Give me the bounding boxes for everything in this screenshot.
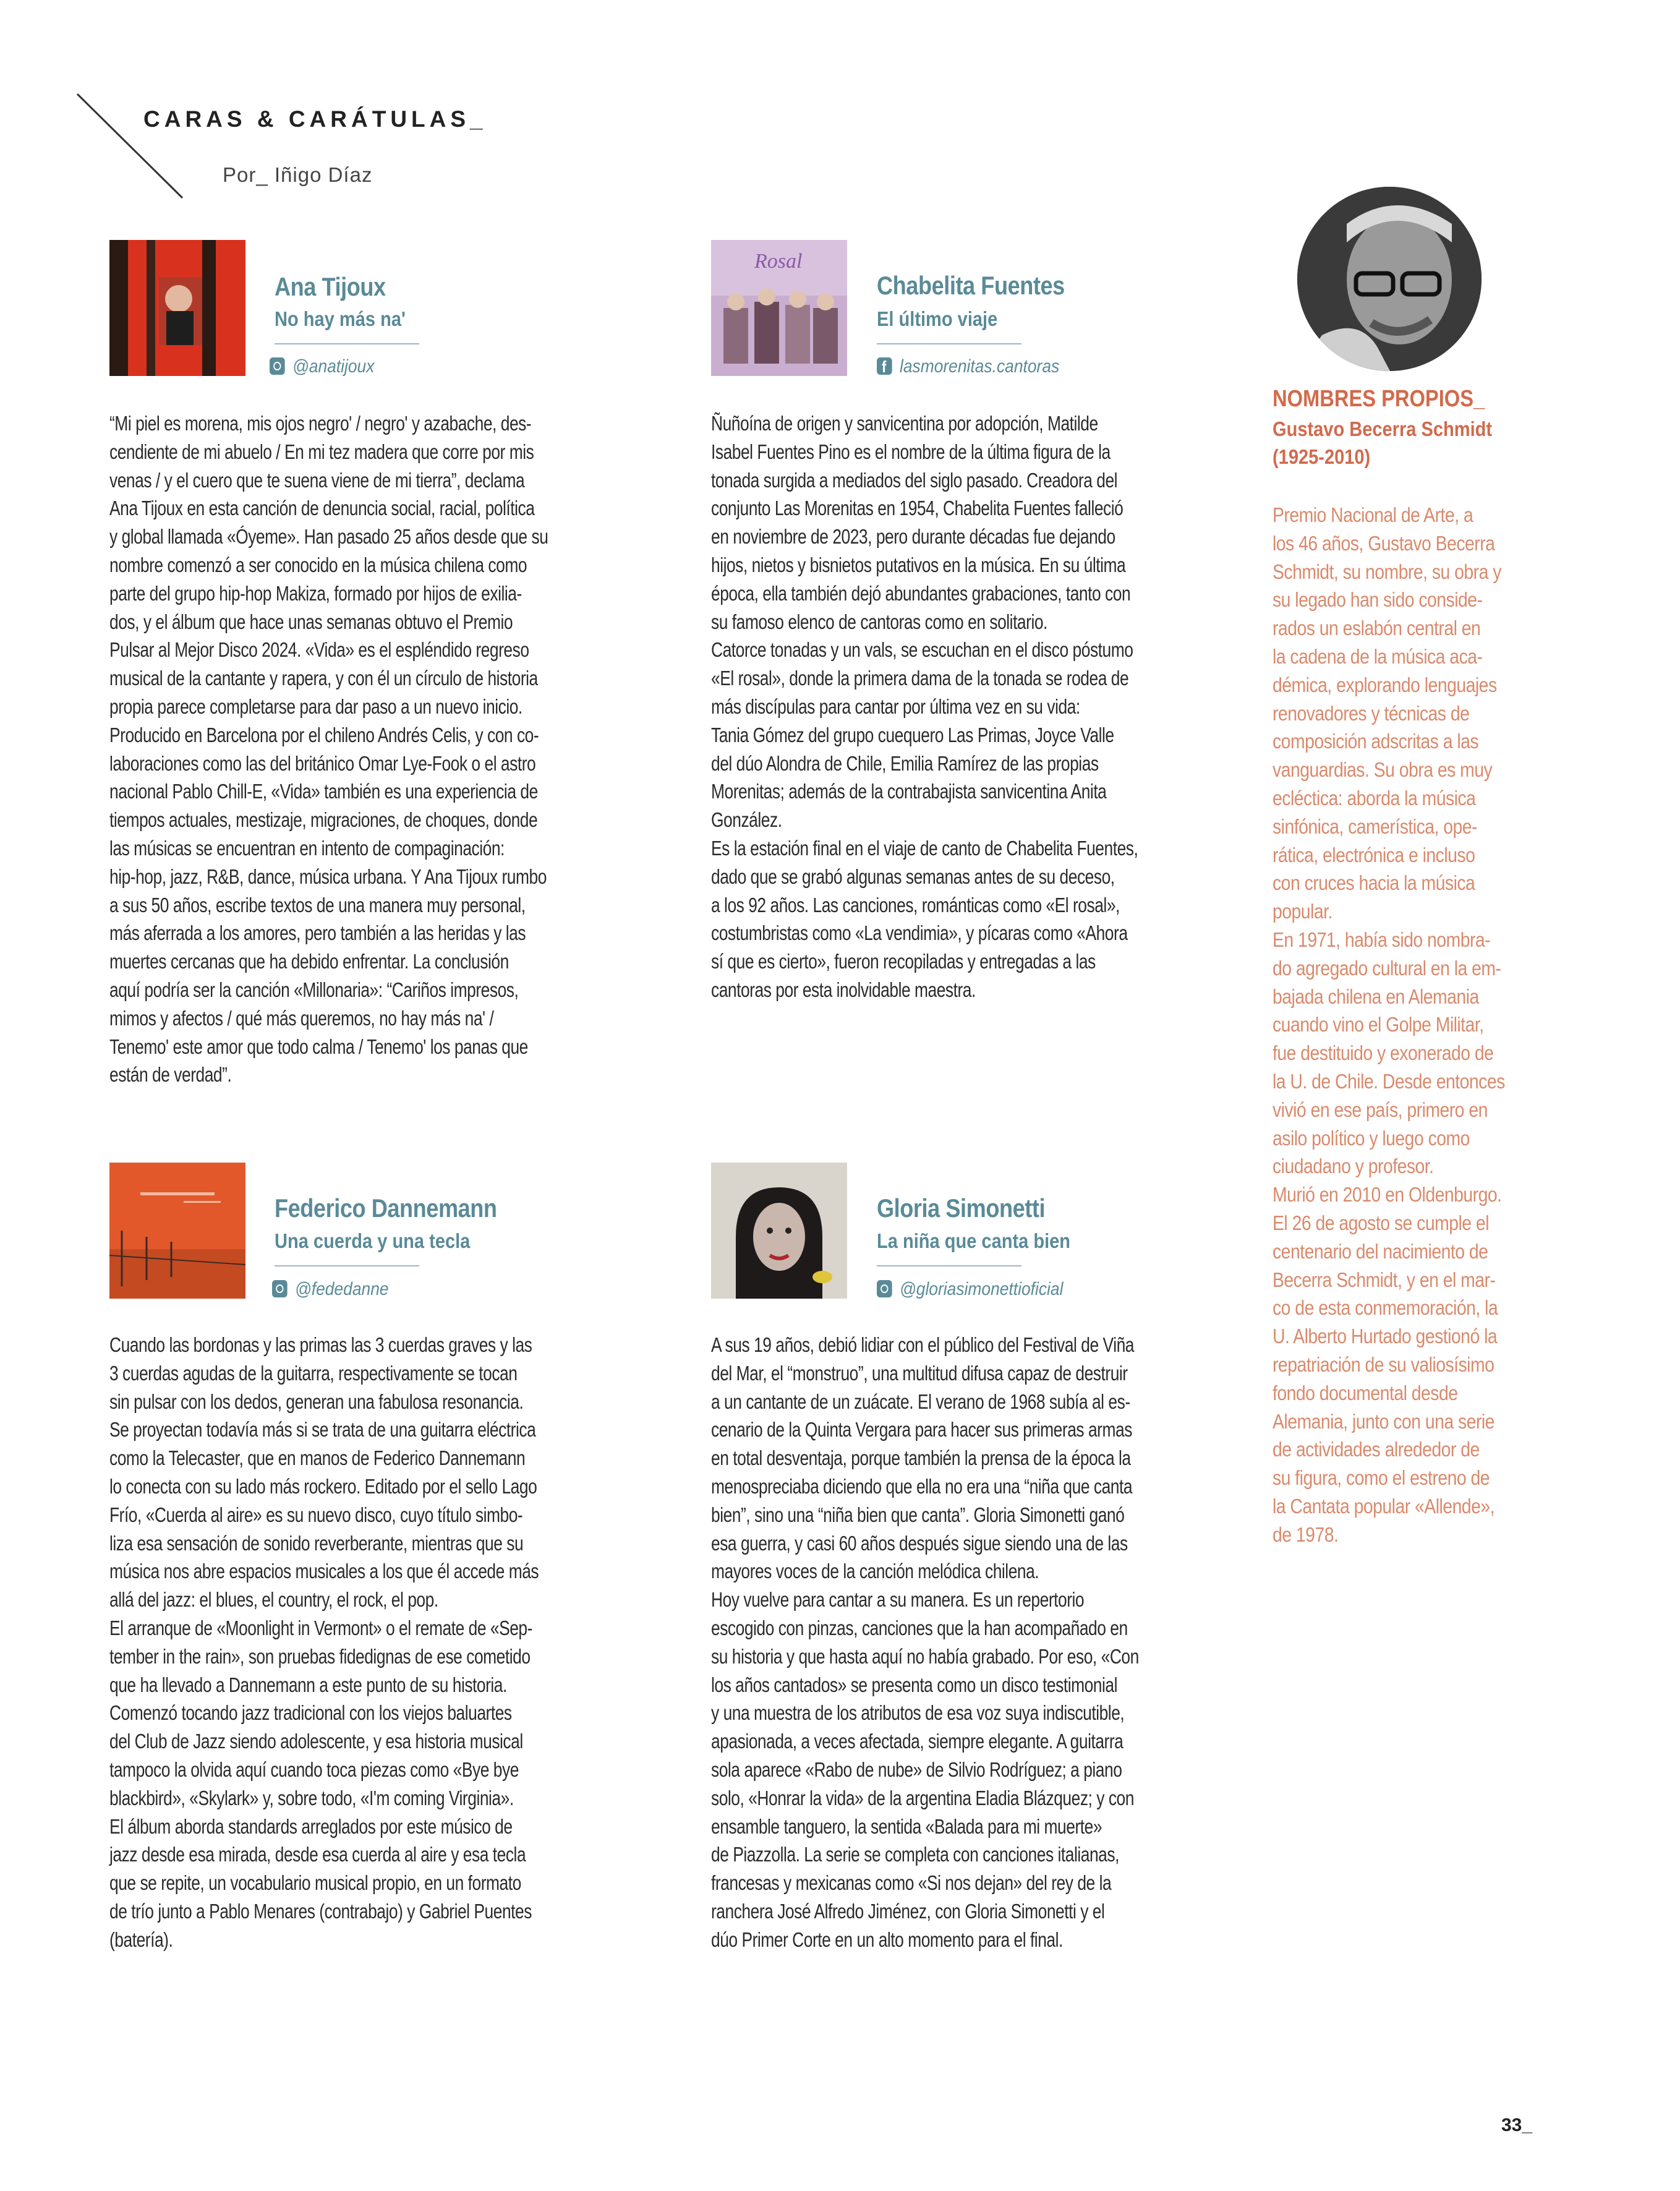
body-line: cantoras por esta inolvidable maestra.	[711, 978, 976, 1001]
artist-name: Chabelita Fuentes	[877, 271, 1065, 300]
body-line: Ñuñoína de origen y sanvicentina por adopción, Matilde	[711, 412, 1098, 435]
body-line: “Mi piel es morena, mis ojos negro' / negro' y azabache, des-	[109, 412, 532, 435]
body-line: tiempos actuales, mestizaje, migraciones, de choques, donde	[109, 808, 538, 832]
body-line: esa guerra, y casi 60 años después sigue siendo una de las	[711, 1531, 1128, 1555]
svg-text:Rosal: Rosal	[754, 250, 803, 273]
sidebar-subtitle-years: (1925-2010)	[1273, 445, 1371, 468]
body-line: sí que es cierto», fueron recopiladas y entregadas a las	[711, 950, 1096, 973]
body-line: de trío junto a Pablo Menares (contrabajo) y Gabriel Puentes	[109, 1899, 532, 1923]
artist-name: Ana Tijoux	[275, 272, 386, 301]
social-handle-text: lasmorenitas.cantoras	[899, 356, 1060, 377]
sidebar-body	[1273, 501, 1557, 1548]
body-line: Isabel Fuentes Pino es el nombre de la última figura de la	[711, 440, 1111, 463]
sidebar-line: Alemania, junto con una serie	[1273, 1409, 1495, 1433]
body-line: mimos y afectos / qué más queremos, no hay más na' /	[109, 1006, 494, 1030]
body-line: sola aparece «Rabo de nube» de Silvio Rodríguez; a piano	[711, 1757, 1122, 1781]
byline: Por_ Iñigo Díaz	[223, 163, 373, 186]
body-line: aquí podría ser la canción «Millonaria»: “Cariños impresos,	[109, 978, 519, 1001]
body-line: ensamble tanguero, la sentida «Balada para mi muerte»	[711, 1814, 1102, 1838]
album-cover-ana-tijoux	[109, 240, 245, 376]
body-line: «El rosal», donde la primera dama de la tonada se rodea de	[711, 667, 1129, 690]
body-line: Morenitas; además de la contrabajista sanvicentina Anita	[711, 780, 1107, 803]
body-line: blackbird», «Skylark» y, sobre todo, «I'm coming Virginia».	[109, 1786, 514, 1809]
sidebar-line: centenario del nacimiento de	[1273, 1239, 1488, 1263]
sidebar-line: composición adscritas a las	[1273, 730, 1479, 753]
body-line: El arranque de «Moonlight in Vermont» o el remate de «Sep-	[109, 1616, 532, 1639]
sidebar-line: cuando vino el Golpe Militar,	[1273, 1013, 1484, 1036]
body-line: costumbristas como «La vendimia», y pícaras como «Ahora	[711, 921, 1128, 945]
instagram-icon	[877, 1280, 892, 1297]
sidebar-line: popular.	[1273, 900, 1332, 923]
sidebar-line: con cruces hacia la música	[1273, 871, 1475, 895]
instagram-icon	[270, 357, 285, 375]
body-line: Tenemo' este amor que todo calma / Tenemo' los panas que	[109, 1035, 528, 1058]
sidebar-line: démica, explorando lenguajes	[1273, 673, 1497, 696]
body-line: tonada surgida a mediados del siglo pasado. Creadora del	[711, 468, 1118, 492]
body-line: dos, y el álbum que hace unas semanas obtuvo el Premio	[109, 610, 513, 633]
body-line: dúo Primer Corte en un alto momento para el final.	[711, 1928, 1063, 1951]
body-line: música nos abre espacios musicales a los que él accede más	[109, 1560, 539, 1583]
body-line: nacional Pablo Chill-E, «Vida» también es una experiencia de	[109, 780, 538, 803]
body-line: A sus 19 años, debió lidiar con el público del Festival de Viña	[711, 1333, 1134, 1356]
body-line: tampoco la olvida aquí cuando toca piezas como «Bye bye	[109, 1757, 519, 1781]
page-number: 33_	[1501, 2115, 1533, 2135]
body-line: francesas y mexicanas como «Si nos dejan» del rey de la	[711, 1871, 1112, 1895]
section-title: CARAS & CARÁTULAS_	[143, 106, 487, 132]
sidebar-line: renovadores y técnicas de	[1273, 701, 1470, 725]
body-line: conjunto Las Morenitas en 1954, Chabelita Fuentes falleció	[711, 497, 1124, 520]
body-line: Cuando las bordonas y las primas las 3 cuerdas graves y las	[109, 1333, 532, 1356]
body-line: jazz desde esa mirada, desde esa cuerda al aire y esa tecla	[109, 1843, 526, 1866]
body-line: y una muestra de los atributos de esa voz suya indiscutible,	[711, 1701, 1125, 1725]
body-line: ranchera José Alfredo Jiménez, con Gloria Simonetti y el	[711, 1899, 1105, 1923]
sidebar-line: co de esta conmemoración, la	[1273, 1296, 1498, 1320]
social-handle-text: @anatijoux	[292, 356, 375, 377]
body-line: como la Telecaster, que en manos de Federico Dannemann	[109, 1446, 526, 1470]
body-line: las músicas se encuentran en intento de compaginación:	[109, 836, 505, 860]
album-title: Una cuerda y una tecla	[275, 1229, 471, 1252]
body-line: musical de la cantante y rapera, y con él un círculo de historia	[109, 667, 538, 690]
divider	[275, 1265, 419, 1266]
body-line: mayores voces de la canción melódica chilena.	[711, 1560, 1039, 1583]
album-cover-gloria-simonetti	[711, 1163, 847, 1299]
body-line: bien”, sino una “niña bien que canta”. Gloria Simonetti ganó	[711, 1503, 1125, 1526]
divider	[275, 343, 419, 344]
sidebar-line: Schmidt, su nombre, su obra y	[1273, 560, 1501, 583]
body-line: Hoy vuelve para cantar a su manera. Es un repertorio	[711, 1588, 1085, 1612]
sidebar-line: repatriación de su valiosísimo	[1273, 1352, 1495, 1376]
body-line: de Piazzolla. La serie se completa con canciones italianas,	[711, 1843, 1119, 1866]
body-line: en noviembre de 2023, pero durante décadas fue dejando	[711, 525, 1115, 549]
sidebar-line: fue destituido y exonerado de	[1273, 1041, 1494, 1065]
body-line: Producido en Barcelona por el chileno Andrés Celis, y con co-	[109, 723, 539, 746]
body-line: propia parece completarse para dar paso a un nuevo inicio.	[109, 694, 522, 718]
social-handle[interactable]	[272, 1279, 389, 1300]
sidebar-line: de 1978.	[1273, 1523, 1339, 1546]
body-line: más aferrada a los amores, pero también a las heridas y las	[109, 921, 526, 945]
album-cover-chabelita-fuentes	[711, 240, 847, 376]
divider	[877, 1265, 1021, 1266]
sidebar-line: la cadena de la música aca-	[1273, 644, 1483, 668]
body-line: del Club de Jazz siendo adolescente, y esa historia musical	[109, 1730, 523, 1753]
body-line: venas / y el cuero que te suena viene de mi tierra”, declama	[109, 468, 525, 492]
sidebar-subtitle-name: Gustavo Becerra Schmidt	[1273, 417, 1493, 440]
social-handle[interactable]	[877, 1279, 1063, 1300]
body-line: cenario de la Quinta Vergara para hacer sus primeras armas	[711, 1418, 1132, 1441]
body-line: están de verdad”.	[109, 1063, 232, 1087]
body-line: González.	[711, 808, 782, 832]
sidebar-line: fondo documental desde	[1273, 1381, 1458, 1404]
sidebar-line: Murió en 2010 en Oldenburgo.	[1273, 1183, 1502, 1207]
body-line: su historia y que hasta aquí no había grabado. Por eso, «Con	[711, 1644, 1139, 1668]
body-line: solo, «Honrar la vida» de la argentina Eladia Blázquez; y con	[711, 1786, 1134, 1809]
sidebar-line: bajada chilena en Alemania	[1273, 984, 1479, 1008]
sidebar-title: NOMBRES PROPIOS_	[1273, 386, 1485, 412]
body-line: y global llamada «Óyeme». Han pasado 25 años desde que su	[109, 525, 548, 549]
body-line: Frío, «Cuerda al aire» es su nuevo disco, cuyo título simbo-	[109, 1503, 523, 1526]
body-line: 3 cuerdas agudas de la guitarra, respectivamente se tocan	[109, 1361, 518, 1385]
review-body	[711, 409, 1221, 1004]
body-line: nombre comenzó a ser conocido en la música chilena como	[109, 553, 527, 576]
body-line: sin pulsar con los dedos, generan una fabulosa resonancia.	[109, 1390, 524, 1413]
sidebar-line: asilo político y luego como	[1273, 1126, 1470, 1150]
sidebar-line: Becerra Schmidt, y en el mar-	[1273, 1268, 1496, 1291]
body-line: a un cantante de un zuácate. El verano de 1968 subía al es-	[711, 1390, 1130, 1413]
sidebar-line: la Cantata popular «Allende»,	[1273, 1494, 1495, 1518]
social-handle[interactable]	[270, 356, 374, 377]
body-line: El álbum aborda standards arreglados por este músico de	[109, 1814, 513, 1838]
album-cover-federico-dannemann	[109, 1163, 245, 1299]
social-handle-text: @fededanne	[294, 1279, 389, 1299]
body-line: del Mar, el “monstruo”, una multitud difusa capaz de destruir	[711, 1361, 1128, 1385]
sidebar-line: rados un eslabón central en	[1273, 617, 1481, 640]
body-line: época, ella también dejó abundantes grabaciones, tanto con	[711, 581, 1131, 605]
instagram-icon	[272, 1280, 288, 1297]
review-body	[109, 1331, 620, 1954]
sidebar-line: vanguardias. Su obra es muy	[1273, 758, 1493, 782]
body-line: allá del jazz: el blues, el country, el rock, el pop.	[109, 1588, 438, 1612]
sidebar-line: El 26 de agosto se cumple el	[1273, 1211, 1489, 1234]
body-line: menospreciaba diciendo que ella no era una “niña que canta	[711, 1474, 1133, 1498]
body-line: tember in the rain», son pruebas fidedignas de ese cometido	[109, 1644, 531, 1668]
body-line: que ha llevado a Dannemann a este punto de su historia.	[109, 1673, 507, 1696]
sidebar-line: de actividades alrededor de	[1273, 1438, 1480, 1461]
portrait-photo	[1297, 187, 1482, 371]
body-line: liza esa sensación de sonido reverberante, mientras que su	[109, 1531, 524, 1555]
body-line: cendiente de mi abuelo / En mi tez madera que corre por mis	[109, 440, 534, 463]
body-line: Pulsar al Mejor Disco 2024. «Vida» es el espléndido regreso	[109, 638, 529, 662]
body-line: apasionada, a veces afectada, siempre elegante. A guitarra	[711, 1730, 1124, 1753]
sidebar-line: rática, electrónica e incluso	[1273, 843, 1475, 866]
body-line: su famoso elenco de cantoras como en solitario.	[711, 610, 1047, 633]
divider	[877, 343, 1021, 344]
body-line: Es la estación final en el viaje de canto de Chabelita Fuentes,	[711, 836, 1138, 860]
social-handle[interactable]	[877, 356, 1059, 377]
body-line: Tania Gómez del grupo cuequero Las Primas, Joyce Valle	[711, 723, 1114, 746]
sidebar-line: sinfónica, camerística, ope-	[1273, 814, 1477, 838]
body-line: muertes cercanas que ha debido enfrentar. La conclusión	[109, 950, 509, 973]
sidebar-line: su figura, como el estreno de	[1273, 1466, 1490, 1490]
album-title: No hay más na'	[275, 307, 406, 330]
album-title: El último viaje	[877, 307, 998, 330]
body-line: en total desventaja, porque también la prensa de la época la	[711, 1446, 1131, 1470]
facebook-icon	[877, 357, 892, 375]
body-line: a los 92 años. Las canciones, románticas como «El rosal»,	[711, 893, 1120, 916]
body-line: del dúo Alondra de Chile, Emilia Ramírez de las propias	[711, 751, 1099, 775]
body-line: más discípulas para cantar por última vez en su vida:	[711, 694, 1080, 718]
body-line: Catorce tonadas y un vals, se escuchan en el disco póstumo	[711, 638, 1133, 662]
sidebar-line: su legado han sido conside-	[1273, 588, 1483, 612]
body-line: (batería).	[109, 1928, 173, 1951]
body-line: que se repite, un vocabulario musical propio, en un formato	[109, 1871, 521, 1895]
body-line: Comenzó tocando jazz tradicional con los viejos baluartes	[109, 1701, 512, 1725]
review-body	[109, 409, 620, 1089]
body-line: a sus 50 años, escribe textos de una manera muy personal,	[109, 893, 526, 916]
sidebar-line: do agregado cultural en la em-	[1273, 956, 1501, 980]
body-line: lo conecta con su lado más rockero. Editado por el sello Lago	[109, 1474, 537, 1498]
album-title: La niña que canta bien	[877, 1229, 1071, 1252]
artist-name: Gloria Simonetti	[877, 1194, 1046, 1223]
body-line: hip-hop, jazz, R&B, dance, música urbana. Y Ana Tijoux rumbo	[109, 865, 547, 888]
social-handle-text: @gloriasimonettioficial	[899, 1279, 1064, 1299]
body-line: parte del grupo hip-hop Makiza, formado por hijos de exilia-	[109, 581, 522, 605]
sidebar-line: vivió en ese país, primero en	[1273, 1098, 1488, 1121]
sidebar-line: U. Alberto Hurtado gestionó la	[1273, 1325, 1498, 1348]
review-body	[711, 1331, 1221, 1954]
body-line: Se proyectan todavía más si se trata de una guitarra eléctrica	[109, 1418, 536, 1441]
sidebar-line: ciudadano y profesor.	[1273, 1155, 1434, 1178]
body-line: los años cantados» se presenta como un disco testimonial	[711, 1673, 1117, 1696]
body-line: escogido con pinzas, canciones que la han acompañado en	[711, 1616, 1128, 1639]
sidebar-line: la U. de Chile. Desde entonces	[1273, 1069, 1505, 1093]
body-line: Ana Tijoux en esta canción de denuncia social, racial, política	[109, 497, 535, 520]
sidebar-line: En 1971, había sido nombra-	[1273, 928, 1491, 951]
sidebar-line: ecléctica: aborda la música	[1273, 786, 1476, 809]
artist-name: Federico Dannemann	[275, 1194, 497, 1223]
sidebar-line: los 46 años, Gustavo Becerra	[1273, 531, 1495, 555]
body-line: laboraciones como las del británico Omar Lye-Fook o el astro	[109, 751, 536, 775]
body-line: dado que se grabó algunas semanas antes de su deceso,	[711, 865, 1115, 888]
sidebar-line: Premio Nacional de Arte, a	[1273, 503, 1473, 526]
body-line: hijos, nietos y bisnietos putativos en la música. En su última	[711, 553, 1126, 576]
